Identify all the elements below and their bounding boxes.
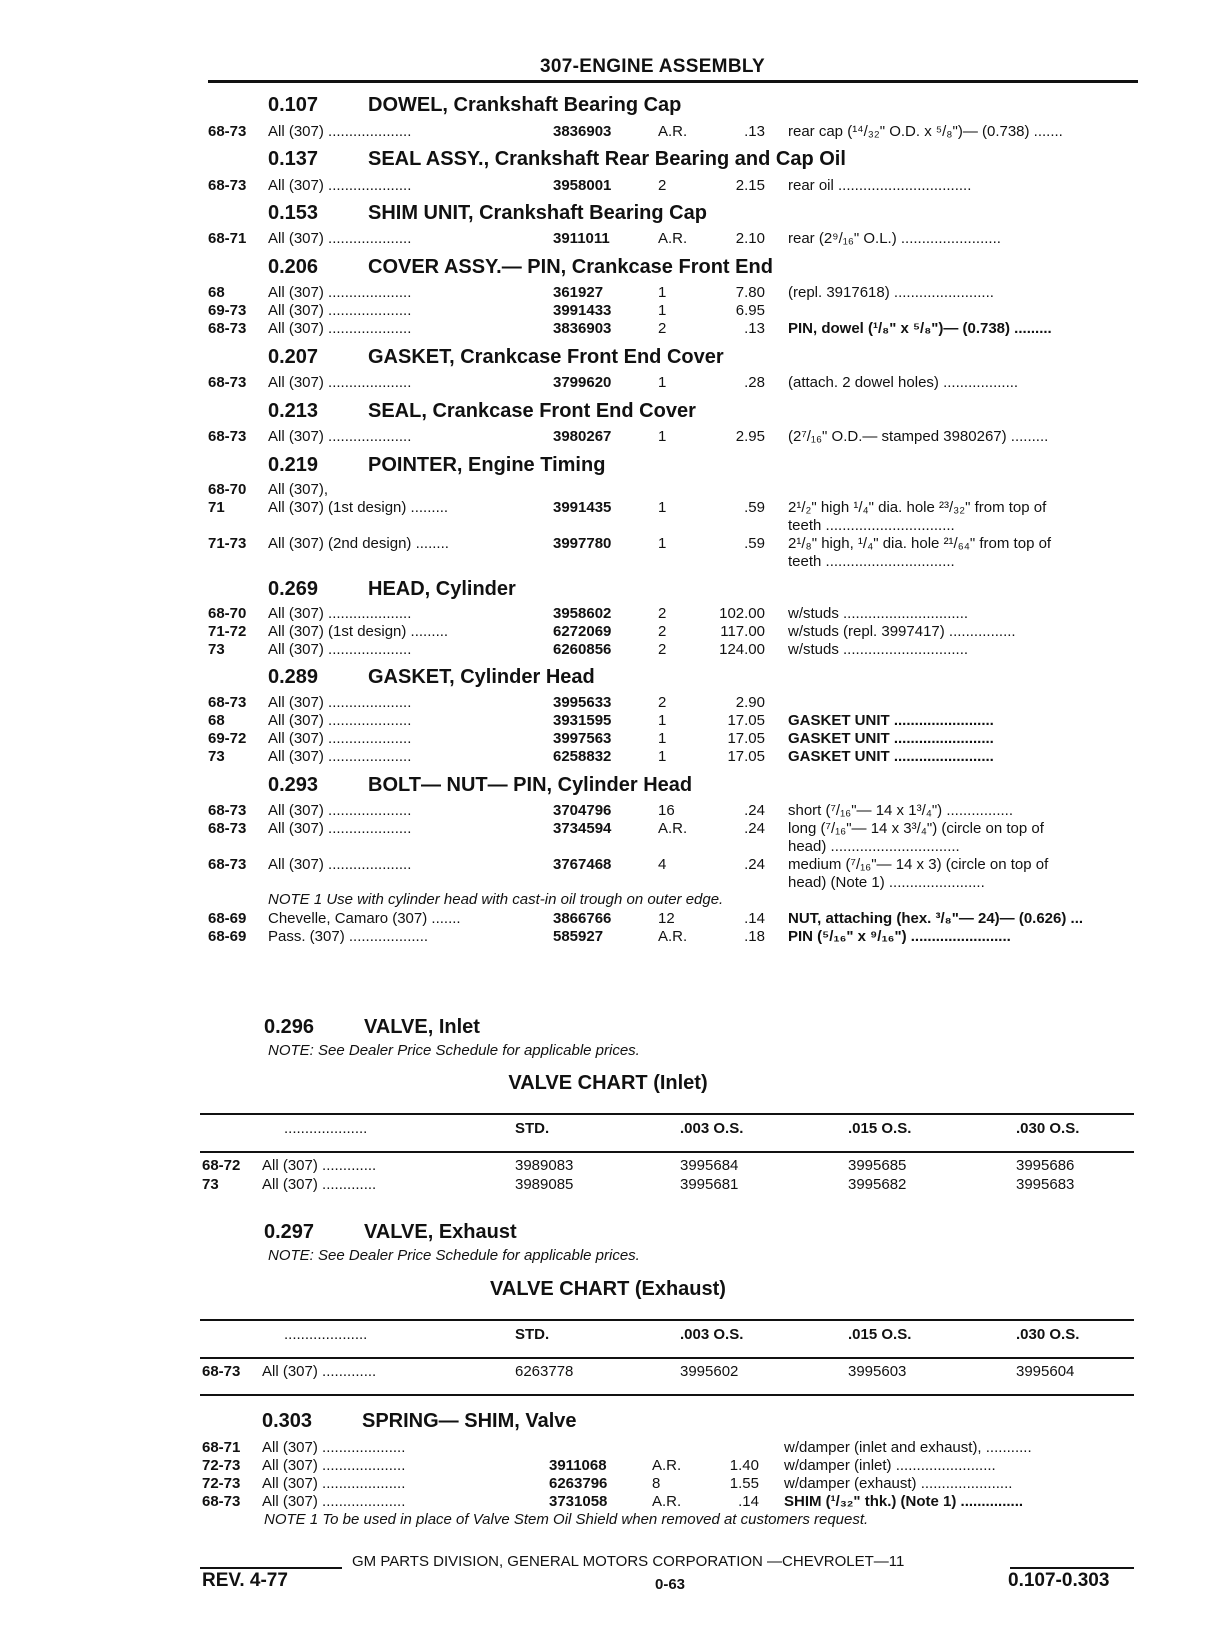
application: All (307) .................... (268, 428, 412, 445)
application: All (307) .................... (262, 1475, 406, 1492)
valve-part-number: 3995685 (848, 1157, 907, 1174)
description: NUT, attaching (hex. ³/₈"— 24)— (0.626) ... (788, 910, 1084, 927)
group-name: SHIM UNIT, Crankshaft Bearing Cap (368, 202, 707, 224)
chart-rule-header (200, 1357, 1134, 1359)
part-row (0, 176, 1216, 196)
description: teeth ............................... (788, 553, 955, 570)
description: head) ............................... (788, 838, 960, 855)
group-name: VALVE, Inlet (364, 1016, 480, 1038)
description: rear cap (¹⁴/₃₂" O.D. x ⁵/₈")— (0.738) ....... (788, 123, 1063, 140)
group-name: COVER ASSY.— PIN, Crankcase Front End (368, 256, 773, 278)
part-row (0, 604, 1216, 624)
section-note: NOTE 1 Use with cylinder head with cast-in oil trough on outer edge. (268, 891, 724, 908)
chart-column-header: .030 O.S. (1016, 1326, 1080, 1343)
model-years: 73 (208, 748, 225, 765)
group-number: 0.206 (268, 256, 319, 278)
price: .13 (744, 320, 765, 337)
part-row (0, 640, 1216, 660)
group-name: GASKET, Crankcase Front End Cover (368, 346, 724, 368)
group-name: HEAD, Cylinder (368, 578, 516, 600)
group-name: SPRING— SHIM, Valve (362, 1410, 577, 1432)
footer-range: 0.107-0.303 (1008, 1570, 1110, 1591)
part-number: 3704796 (553, 802, 612, 819)
quantity: A.R. (658, 820, 688, 837)
part-row (0, 1456, 1216, 1476)
part-number: 3997780 (553, 535, 612, 552)
part-row (0, 1438, 1216, 1458)
price: .14 (738, 1493, 759, 1510)
description: 2¹/₈" high, ¹/₄" dia. hole ²¹/₆₄" from top of (788, 535, 1052, 552)
quantity: 2 (658, 177, 667, 194)
quantity: 1 (658, 712, 667, 729)
valve-part-number: 3995681 (680, 1176, 739, 1193)
quantity: 12 (658, 910, 675, 927)
group-name: DOWEL, Crankshaft Bearing Cap (368, 94, 682, 116)
group-number: 0.296 (264, 1016, 315, 1038)
application: All (307) ............. (262, 1363, 377, 1380)
application: All (307) .................... (268, 748, 412, 765)
part-number: 3991435 (553, 499, 612, 516)
part-row (0, 319, 1216, 339)
application: All (307) (1st design) ......... (268, 499, 449, 516)
group-number: 0.269 (268, 578, 319, 600)
group-number: 0.293 (268, 774, 319, 796)
valve-part-number: 3995684 (680, 1157, 739, 1174)
part-number: 3958602 (553, 605, 612, 622)
chart-column-header: .003 O.S. (680, 1120, 744, 1137)
valve-part-number: 3995682 (848, 1176, 907, 1193)
model-years: 68-71 (208, 230, 247, 247)
part-number: 3799620 (553, 374, 612, 391)
group-number: 0.289 (268, 666, 319, 688)
part-number: 3731058 (549, 1493, 608, 1510)
part-row (0, 1492, 1216, 1512)
price: 124.00 (719, 641, 765, 658)
application: All (307) .................... (268, 605, 412, 622)
quantity: 2 (658, 320, 667, 337)
model-years: 71-72 (208, 623, 247, 640)
description: long (⁷/₁₆"— 14 x 3³/₄") (circle on top of (788, 820, 1044, 837)
application: All (307) ............. (262, 1157, 377, 1174)
part-number: 585927 (553, 928, 604, 945)
application: All (307) (2nd design) ........ (268, 535, 449, 552)
quantity: 1 (658, 499, 667, 516)
part-number: 3866766 (553, 910, 612, 927)
description: (2⁷/₁₆" O.D.— stamped 3980267) ......... (788, 428, 1049, 445)
description: short (⁷/₁₆"— 14 x 1³/₄") ................ (788, 802, 1014, 819)
application: All (307) .................... (268, 802, 412, 819)
application: Chevelle, Camaro (307) ....... (268, 910, 461, 927)
price: .24 (744, 820, 765, 837)
chart-column-header: .030 O.S. (1016, 1120, 1080, 1137)
price: .59 (744, 535, 765, 552)
part-row (0, 837, 1216, 857)
application: All (307) .................... (262, 1457, 406, 1474)
model-years: 73 (208, 641, 225, 658)
model-years: 68-73 (208, 320, 247, 337)
model-years: 68-73 (202, 1493, 241, 1510)
model-years: 71-73 (208, 535, 247, 552)
part-row (0, 516, 1216, 536)
part-row (0, 534, 1216, 554)
description: (attach. 2 dowel holes) .................. (788, 374, 1019, 391)
group-number: 0.153 (268, 202, 319, 224)
part-row (0, 552, 1216, 572)
application: All (307) .................... (262, 1493, 406, 1510)
part-row (0, 373, 1216, 393)
part-row (0, 301, 1216, 321)
header-rule (208, 80, 1138, 83)
price: 2.10 (735, 230, 765, 247)
application: All (307) .................... (268, 820, 412, 837)
description: PIN (⁵/₁₆" x ⁹/₁₆") ........................ (788, 928, 1011, 945)
group-number: 0.303 (262, 1410, 313, 1432)
model-years: 71 (208, 499, 225, 516)
group-number: 0.207 (268, 346, 319, 368)
price: .24 (744, 856, 765, 873)
part-row (0, 122, 1216, 142)
footer-revision: REV. 4-77 (202, 1570, 288, 1591)
part-number: 3931595 (553, 712, 612, 729)
quantity: 1 (658, 748, 667, 765)
quantity: 1 (658, 302, 667, 319)
application: All (307) .................... (268, 284, 412, 301)
group-name: POINTER, Engine Timing (368, 454, 606, 476)
part-row (0, 480, 1216, 500)
model-years: 68-71 (202, 1439, 241, 1456)
application: All (307) .................... (268, 320, 412, 337)
application: All (307) .................... (268, 641, 412, 658)
part-number: 3980267 (553, 428, 612, 445)
part-row (0, 693, 1216, 713)
price: 6.95 (735, 302, 765, 319)
model-years: 72-73 (202, 1457, 241, 1474)
description: head) (Note 1) ....................... (788, 874, 985, 891)
valve-part-number: 6263778 (515, 1363, 574, 1380)
part-number: 3997563 (553, 730, 612, 747)
description: rear oil ................................ (788, 177, 972, 194)
quantity: 1 (658, 535, 667, 552)
description: w/studs .............................. (788, 605, 969, 622)
price: 2.15 (735, 177, 765, 194)
price: .18 (744, 928, 765, 945)
part-row (0, 729, 1216, 749)
description: GASKET UNIT ........................ (788, 712, 994, 729)
part-number: 6260856 (553, 641, 612, 658)
quantity: A.R. (658, 123, 688, 140)
price: 102.00 (719, 605, 765, 622)
valve-part-number: 3995686 (1016, 1157, 1075, 1174)
description: w/damper (inlet and exhaust), ........... (784, 1439, 1032, 1456)
part-row (0, 909, 1216, 929)
quantity: 16 (658, 802, 675, 819)
part-row (0, 229, 1216, 249)
price: .13 (744, 123, 765, 140)
valve-chart-title: VALVE CHART (Inlet) (508, 1072, 708, 1094)
application: All (307) (1st design) ......... (268, 623, 449, 640)
chart-rule-top (200, 1319, 1134, 1321)
chart-column-header: .015 O.S. (848, 1120, 912, 1137)
model-years: 68-69 (208, 928, 247, 945)
application: All (307) .................... (268, 374, 412, 391)
part-row (0, 747, 1216, 767)
application: Pass. (307) ................... (268, 928, 429, 945)
part-number: 3767468 (553, 856, 612, 873)
application: All (307) .................... (268, 302, 412, 319)
valve-part-number: 3995683 (1016, 1176, 1075, 1193)
model-years: 68-73 (208, 177, 247, 194)
model-years: 68-73 (208, 428, 247, 445)
price-note: NOTE: See Dealer Price Schedule for applicable prices. (268, 1042, 640, 1059)
quantity: A.R. (652, 1493, 682, 1510)
model-years: 68 (208, 712, 225, 729)
part-number: 3958001 (553, 177, 612, 194)
application: All (307), (268, 481, 329, 498)
model-years: 68-73 (208, 694, 247, 711)
model-years: 72-73 (202, 1475, 241, 1492)
quantity: 2 (658, 641, 667, 658)
part-number: 3836903 (553, 123, 612, 140)
application: All (307) .................... (268, 694, 412, 711)
application: All (307) .................... (268, 730, 412, 747)
section-note: NOTE 1 To be used in place of Valve Stem Oil Shield when removed at customers request. (264, 1511, 869, 1528)
price: .28 (744, 374, 765, 391)
model-years: 68-73 (208, 820, 247, 837)
description: w/studs .............................. (788, 641, 969, 658)
application: All (307) .................... (268, 177, 412, 194)
part-number: 3911011 (553, 230, 610, 247)
group-name: VALVE, Exhaust (364, 1221, 517, 1243)
chart-column-header: STD. (515, 1120, 550, 1137)
part-row (0, 873, 1216, 893)
footer-page-number: 0-63 (655, 1576, 686, 1593)
model-years: 68-70 (208, 481, 247, 498)
description: teeth ............................... (788, 517, 955, 534)
quantity: 1 (658, 284, 667, 301)
application: All (307) .................... (262, 1439, 406, 1456)
valve-part-number: 3995604 (1016, 1363, 1075, 1380)
application: All (307) .................... (268, 123, 412, 140)
chart-column-header: .015 O.S. (848, 1326, 912, 1343)
part-row (0, 711, 1216, 731)
description: w/damper (inlet) ........................ (784, 1457, 996, 1474)
chart-rule-bottom (200, 1394, 1134, 1396)
quantity: 2 (658, 694, 667, 711)
price: 17.05 (727, 748, 765, 765)
group-number: 0.213 (268, 400, 319, 422)
description: w/damper (exhaust) ...................... (784, 1475, 1013, 1492)
price-note: NOTE: See Dealer Price Schedule for applicable prices. (268, 1247, 640, 1264)
valve-part-number: 3989085 (515, 1176, 574, 1193)
model-years: 73 (202, 1176, 219, 1193)
chart-column-header: .003 O.S. (680, 1326, 744, 1343)
valve-part-number: 3995602 (680, 1363, 739, 1380)
model-years: 69-72 (208, 730, 247, 747)
chart-column-header: STD. (515, 1326, 550, 1343)
part-number: 6272069 (553, 623, 612, 640)
application: All (307) .................... (268, 712, 412, 729)
quantity: 1 (658, 428, 667, 445)
description: w/studs (repl. 3997417) ................ (788, 623, 1016, 640)
model-years: 68-69 (208, 910, 247, 927)
part-number: 3836903 (553, 320, 612, 337)
footer-rule-left (200, 1567, 342, 1569)
part-number: 3991433 (553, 302, 612, 319)
quantity: A.R. (652, 1457, 682, 1474)
part-number: 3734594 (553, 820, 612, 837)
price: 117.00 (720, 623, 765, 640)
part-row (0, 427, 1216, 447)
group-number: 0.137 (268, 148, 319, 170)
group-number: 0.219 (268, 454, 319, 476)
price: .24 (744, 802, 765, 819)
model-years: 68-72 (202, 1157, 241, 1174)
model-years: 68 (208, 284, 225, 301)
part-number: 6258832 (553, 748, 612, 765)
group-name: SEAL, Crankcase Front End Cover (368, 400, 696, 422)
model-years: 68-73 (208, 856, 247, 873)
description: GASKET UNIT ........................ (788, 748, 994, 765)
price: 17.05 (727, 712, 765, 729)
footer-rule-right (1010, 1567, 1134, 1569)
chart-rule-header (200, 1151, 1134, 1153)
model-years: 68-73 (208, 123, 247, 140)
group-name: SEAL ASSY., Crankshaft Rear Bearing and Cap Oil (368, 148, 846, 170)
description: 2¹/₂" high ¹/₄" dia. hole ²³/₃₂" from top of (788, 499, 1047, 516)
quantity: A.R. (658, 230, 688, 247)
model-years: 68-73 (208, 802, 247, 819)
description: rear (2⁹/₁₆" O.L.) ........................ (788, 230, 1001, 247)
model-years: 69-73 (208, 302, 247, 319)
part-row (0, 283, 1216, 303)
chart-column-header: .................... (284, 1326, 368, 1343)
part-number: 6263796 (549, 1475, 608, 1492)
chart-column-header: .................... (284, 1120, 368, 1137)
quantity: 1 (658, 374, 667, 391)
group-name: GASKET, Cylinder Head (368, 666, 595, 688)
part-row (0, 622, 1216, 642)
part-row (0, 927, 1216, 947)
part-number: 361927 (553, 284, 604, 301)
model-years: 68-73 (208, 374, 247, 391)
application: All (307) ............. (262, 1176, 377, 1193)
group-number: 0.107 (268, 94, 319, 116)
page-title: 307-ENGINE ASSEMBLY (540, 56, 765, 77)
valve-chart-title: VALVE CHART (Exhaust) (490, 1278, 726, 1300)
quantity: 1 (658, 730, 667, 747)
quantity: 2 (658, 623, 667, 640)
quantity: A.R. (658, 928, 688, 945)
valve-part-number: 3995603 (848, 1363, 907, 1380)
application: All (307) .................... (268, 856, 412, 873)
description: GASKET UNIT ........................ (788, 730, 994, 747)
description: medium (⁷/₁₆"— 14 x 3) (circle on top of (788, 856, 1049, 873)
price: .14 (744, 910, 765, 927)
part-row (0, 855, 1216, 875)
price: 17.05 (727, 730, 765, 747)
part-number: 3995633 (553, 694, 612, 711)
part-row (0, 801, 1216, 821)
description: (repl. 3917618) ........................ (788, 284, 994, 301)
price: 1.55 (729, 1475, 759, 1492)
price: 2.95 (735, 428, 765, 445)
part-row (0, 819, 1216, 839)
price: 1.40 (729, 1457, 759, 1474)
group-name: BOLT— NUT— PIN, Cylinder Head (368, 774, 693, 796)
group-number: 0.297 (264, 1221, 315, 1243)
price: .59 (744, 499, 765, 516)
quantity: 2 (658, 605, 667, 622)
valve-part-number: 3989083 (515, 1157, 574, 1174)
application: All (307) .................... (268, 230, 412, 247)
part-row (0, 498, 1216, 518)
description: SHIM (¹/₃₂" thk.) (Note 1) ............... (784, 1493, 1024, 1510)
part-number: 3911068 (549, 1457, 607, 1474)
footer-publisher: GM PARTS DIVISION, GENERAL MOTORS CORPORATION —CHEVROLET—11 (352, 1553, 905, 1570)
quantity: 4 (658, 856, 667, 873)
model-years: 68-70 (208, 605, 247, 622)
description: PIN, dowel (¹/₈" x ⁵/₈")— (0.738) ......... (788, 320, 1052, 337)
quantity: 8 (652, 1475, 661, 1492)
chart-rule-top (200, 1113, 1134, 1115)
part-row (0, 1474, 1216, 1494)
price: 2.90 (735, 694, 765, 711)
model-years: 68-73 (202, 1363, 241, 1380)
price: 7.80 (735, 284, 765, 301)
